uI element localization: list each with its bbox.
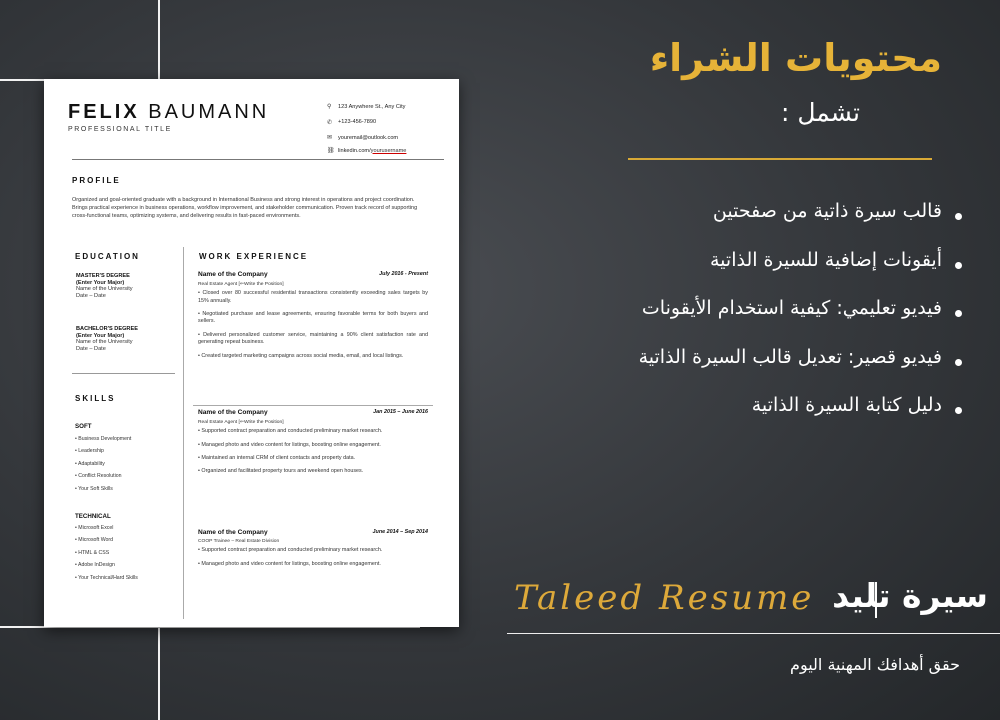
link-icon: ⛓ [327,148,335,154]
decor-line-horizontal-top [0,79,44,81]
degree: BACHELOR'S DEGREE [76,326,138,332]
skill-item: • Your Soft Skills [75,486,131,498]
skills-heading: SKILLS [75,394,116,403]
list-item: فيديو تعليمي: كيفية استخدام الأيقونات [639,297,964,346]
bottom-divider [507,633,1000,634]
list-item: أيقونات إضافية للسيرة الذاتية [639,249,964,298]
skill-item: • Microsoft Word [75,537,138,549]
left-column-divider [72,373,175,374]
phone-text: +123-456-7890 [338,119,377,126]
linkedin-handle: yourusername [370,147,407,154]
first-name: FELIX [68,101,140,123]
job-dates: June 2014 – Sep 2014 [372,529,428,535]
job-bullet: • Delivered personalized customer service, maintaining a 90% client satisfaction rate and generating repeat business. [198,332,428,347]
brand-logo-arabic: سيرة تليد [832,576,988,615]
education-heading: EDUCATION [75,252,140,261]
email-text: youremail@outlook.com [338,134,399,141]
job-bullet: • Created targeted marketing campaigns across social media, email, and local listings. [198,353,428,360]
profile-heading: PROFILE [72,176,121,185]
company-name: Name of the Company [198,409,268,416]
list-item: دليل كتابة السيرة الذاتية [639,394,964,443]
job-role: Real Estate Agent [⇐Write the Position] [198,420,284,425]
education-entry [76,273,133,299]
skill-item: • Leadership [75,448,131,460]
professional-title: PROFESSIONAL TITLE [68,126,172,133]
job-dates: Jan 2015 – June 2016 [373,409,428,415]
resume-preview [44,79,459,627]
technical-skills-label: TECHNICAL [75,513,111,520]
brand-logo-english: Taleed Resume [514,578,815,618]
major: (Enter Your Major) [76,332,125,339]
location-pin-icon: ⚲ [327,104,332,111]
job-dates: July 2016 - Present [379,271,428,277]
job-entry [198,529,428,568]
phone-icon: ✆ [327,119,333,126]
education-entry [76,326,138,352]
list-item: فيديو قصير: تعديل قالب السيرة الذاتية [639,346,964,395]
job-bullet: • Managed photo and video content for listings, boosting online engagement. [198,442,428,449]
job-bullet: • Closed over 80 successful residential transactions consistently exceeding sales targets by 15% annually. [198,290,428,305]
soft-skills-label: SOFT [75,423,92,430]
column-divider [183,247,184,619]
job-bullet: • Supported contract preparation and conducted preliminary market research. [198,547,428,554]
job-entry [198,271,428,360]
skill-item: • Your Technical/Hard Skills [75,575,138,587]
job-role: Real Estate Agent [⇐Write the Position] [198,282,284,287]
work-divider [193,405,433,406]
school: Name of the University [76,339,133,346]
company-name: Name of the Company [198,271,268,278]
edu-dates: Date – Date [76,345,106,352]
address-text: 123 Anywhere St., Any City [338,103,406,110]
job-bullet: • Negotiated purchase and lease agreements, ensuring favorable terms for both buyers and sellers. [198,311,428,326]
linkedin-prefix: linkedin.com/ [338,147,371,154]
skill-item: • Conflict Resolution [75,473,131,485]
resume-name [68,101,269,124]
skill-item: • Microsoft Excel [75,525,138,537]
contact-phone [327,115,406,131]
skill-item: • HTML & CSS [75,550,138,562]
tagline: حقق أهدافك المهنية اليوم [790,655,960,674]
list-item: قالب سيرة ذاتية من صفحتين [639,200,964,249]
email-icon: ✉ [327,135,333,142]
company-name: Name of the Company [198,529,268,536]
soft-skills-list [75,436,131,498]
job-bullet: • Supported contract preparation and conducted preliminary market research. [198,428,428,435]
promo-title: محتويات الشراء [649,36,942,80]
job-entry [198,409,428,476]
gold-divider [628,158,932,160]
work-experience-heading: WORK EXPERIENCE [199,252,309,261]
contact-linkedin [327,146,406,156]
profile-text: Organized and goal-oriented graduate with a background in International Business and strong interest in operations and project coordination. Brings practical experience in business operations, workflow improvement, and stakeholder communication. Proven track record of supporting cross-functional teams, optimizing systems, and delivering results in fast-paced environments. [72,197,418,219]
contact-address [327,99,406,115]
skill-item: • Adaptability [75,461,131,473]
edu-dates: Date – Date [76,292,106,299]
technical-skills-list [75,525,138,587]
last-name: BAUMANN [148,101,270,123]
school: Name of the University [76,286,133,293]
promo-subtitle: تشمل : [780,98,860,127]
skill-item: • Business Development [75,436,131,448]
job-bullet: • Managed photo and video content for listings, boosting online engagement. [198,561,428,568]
contents-list [639,200,964,443]
job-bullet: • Organized and facilitated property tours and weekend open houses. [198,468,428,475]
major: (Enter Your Major) [76,279,125,286]
contact-email [327,130,406,146]
job-role: COOP Trainee – Real Estate Division [198,539,280,544]
header-divider [72,159,444,160]
contact-block [327,99,406,156]
degree: MASTER'S DEGREE [76,273,130,279]
job-bullet: • Maintained an internal CRM of client contacts and property data. [198,455,428,462]
skill-item: • Adobe InDesign [75,562,138,574]
